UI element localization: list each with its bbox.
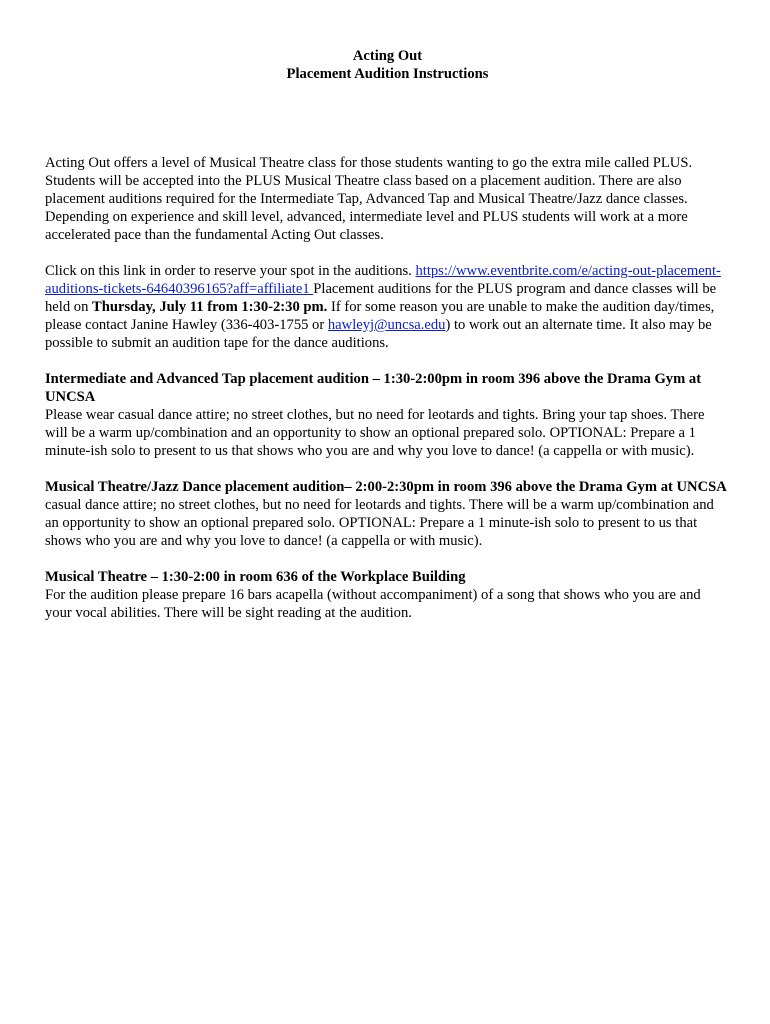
signup-contact-text: If for some reason you are unable to make the audition day/times, please contact Janine Hawley (336-403-1755 or [45,299,715,333]
section-heading: Musical Theatre – 1:30-2:00 in room 636 of the Workplace Building [45,569,466,585]
audition-date: Thursday, July 11 from 1:30-2:30 pm. [92,299,328,315]
section-jazz [45,478,730,550]
signup-tail-text: ) to work out an alternate time. It also may be possible to submit an audition tape for the dance auditions. [45,317,712,351]
section-heading: Musical Theatre/Jazz Dance placement audition– 2:00-2:30pm in room 396 above the Drama Gym at UNCSA [45,479,727,495]
document-title: Acting Out [352,48,423,64]
section-body: casual dance attire; no street clothes, but no need for leotards and tights. There will be a warm up/combination and an opportunity to show an optional prepared solo. OPTIONAL: Prepare a 1 minute-ish solo to present to us that shows who you are and why you love to dance! (a cappella or with music). [45,497,714,549]
section-heading: Intermediate and Advanced Tap placement audition – 1:30-2:00pm in room 396 above the Drama Gym at UNCSA [45,371,702,405]
document-subtitle: Placement Audition Instructions [286,66,489,82]
intro-paragraph: Acting Out offers a level of Musical Theatre class for those students wanting to go the extra mile called PLUS. Students will be accepted into the PLUS Musical Theatre class based on a placement audition. There are also placement auditions required for the Intermediate Tap, Advanced Tap and Musical Theatre/Jazz dance classes. Depending on experience and skill level, advanced, intermediate level and PLUS students will work at a more accelerated pace than the fundamental Acting Out classes. [45,155,693,243]
document-page [45,47,730,622]
section-body: For the audition please prepare 16 bars acapella (without accompaniment) of a song that shows who you are and your vocal abilities. There will be sight reading at the audition. [45,587,701,621]
section-musical-theatre [45,568,730,622]
signup-paragraph [45,262,730,352]
signup-lead-text: Click on this link in order to reserve your spot in the auditions. [45,263,416,279]
signup-after-link-text: Placement auditions for the PLUS program and dance classes will be held on [45,281,717,315]
eventbrite-link[interactable]: https://www.eventbrite.com/e/acting-out-placement-auditions-tickets-64640396165?aff=affiliate1 [45,263,721,297]
email-link[interactable]: hawleyj@uncsa.edu [327,317,446,333]
section-body: Please wear casual dance attire; no street clothes, but no need for leotards and tights. Bring your tap shoes. There will be a warm up/combination and an opportunity to show an optional prepared solo. OPTIONAL: Prepare a 1 minute-ish solo to present to us that shows who you are and why you love to dance! (a cappella or with music). [45,407,705,459]
section-tap [45,370,730,460]
